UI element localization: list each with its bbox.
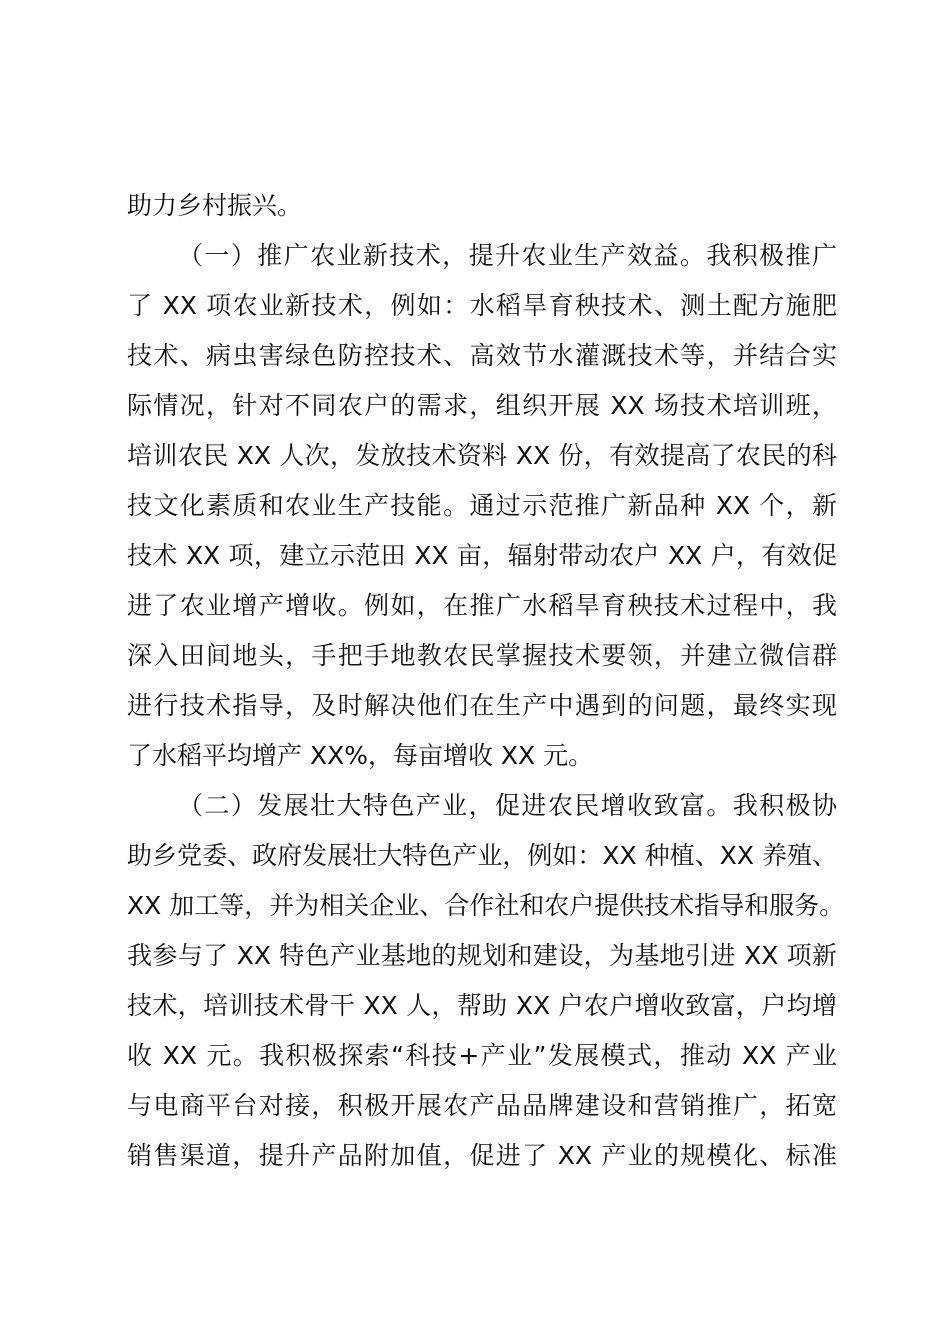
paragraph-heading-line: （二）发展壮大特色产业，促进农民增收致富。我积极协 xyxy=(178,791,837,820)
text-line: 收 XX 元。我积极探索“科技+产业”发展模式，推动 XX 产业 xyxy=(127,1041,837,1070)
text-line: 技文化素质和农业生产技能。通过示范推广新品种 XX 个，新 xyxy=(127,491,837,520)
text-line: 进了农业增产增收。例如，在推广水稻旱育秧技术过程中，我 xyxy=(127,591,837,620)
text-line: 培训农民 XX 人次，发放技术资料 XX 份，有效提高了农民的科 xyxy=(127,441,837,470)
text-line: 深入田间地头，手把手地教农民掌握技术要领，并建立微信群 xyxy=(127,641,837,670)
text-line: 销售渠道，提升产品附加值，促进了 XX 产业的规模化、标准 xyxy=(127,1141,837,1170)
text-line: 技术、病虫害绿色防控技术、高效节水灌溉技术等，并结合实 xyxy=(127,341,837,370)
text-line: 我参与了 XX 特色产业基地的规划和建设，为基地引进 XX 项新 xyxy=(127,941,837,970)
text-line: 进行技术指导，及时解决他们在生产中遇到的问题，最终实现 xyxy=(127,691,837,720)
paragraph-heading-line: （一）推广农业新技术，提升农业生产效益。我积极推广 xyxy=(178,241,837,270)
text-line: 与电商平台对接，积极开展农产品品牌建设和营销推广，拓宽 xyxy=(127,1091,837,1120)
text-line: 际情况，针对不同农户的需求，组织开展 XX 场技术培训班， xyxy=(127,391,837,420)
text-line: 助力乡村振兴。 xyxy=(127,191,303,220)
text-line: 了 XX 项农业新技术，例如：水稻旱育秧技术、测土配方施肥 xyxy=(127,291,837,320)
text-line: 技术 XX 项，建立示范田 XX 亩，辐射带动农户 XX 户，有效促 xyxy=(127,541,837,570)
text-line: XX 加工等，并为相关企业、合作社和农户提供技术指导和服务。 xyxy=(127,891,845,920)
text-line: 了水稻平均增产 XX%，每亩增收 XX 元。 xyxy=(127,741,594,770)
text-line: 技术，培训技术骨干 XX 人，帮助 XX 户农户增收致富，户均增 xyxy=(127,991,837,1020)
text-line: 助乡党委、政府发展壮大特色产业，例如：XX 种植、XX 养殖、 xyxy=(127,841,837,870)
